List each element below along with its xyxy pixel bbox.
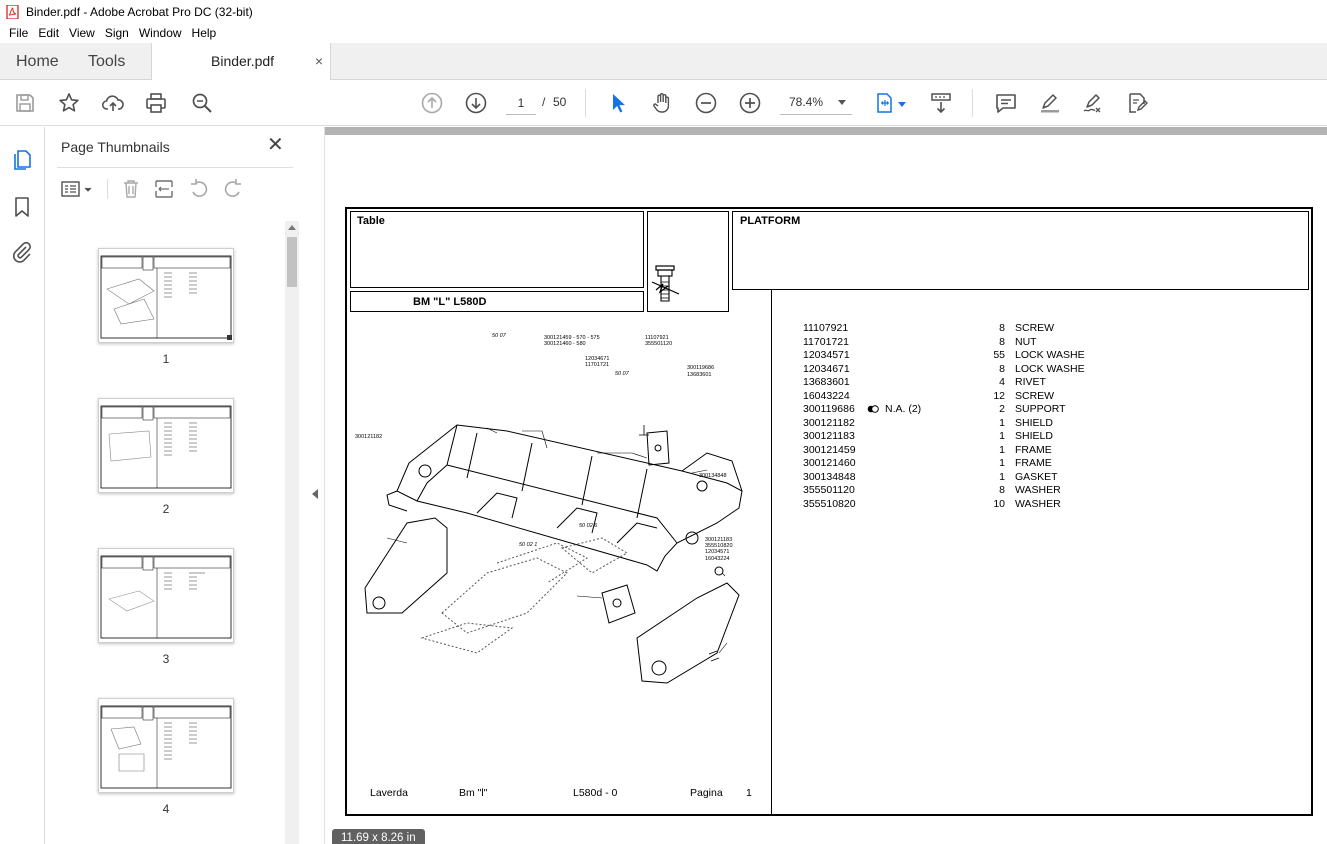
part-description: NUT	[1015, 335, 1037, 348]
save-icon[interactable]	[13, 91, 37, 115]
thumbnails-scrollbar[interactable]	[285, 221, 299, 844]
part-row	[803, 349, 1283, 363]
select-cursor-icon[interactable]	[606, 91, 630, 115]
menu-view[interactable]: View	[69, 26, 95, 40]
part-description: SUPPORT	[1015, 403, 1066, 415]
frame-divider	[771, 290, 772, 816]
comment-icon[interactable]	[994, 91, 1018, 115]
table-header-box	[350, 211, 644, 288]
panel-divider	[57, 167, 293, 168]
highlight-pen-icon[interactable]	[1038, 91, 1062, 115]
acrobat-icon	[6, 5, 20, 19]
rotate-left-icon[interactable]	[188, 178, 210, 200]
part-quantity: 1	[999, 416, 1005, 429]
part-code: 300134848	[803, 470, 856, 483]
diagram-label: 13683601	[687, 372, 712, 378]
draw-sign-icon[interactable]	[1081, 91, 1105, 115]
thumbnail-options-icon[interactable]	[61, 178, 93, 200]
delete-page-icon[interactable]	[120, 178, 142, 200]
toolbar-divider	[972, 89, 973, 117]
menu-bar	[0, 23, 1327, 43]
navigation-rail	[0, 127, 45, 844]
footer-page-label: Pagina	[690, 787, 723, 799]
page-thumbnail-1[interactable]	[98, 248, 234, 343]
bookmark-star-icon[interactable]	[57, 91, 81, 115]
page-thumbnail-4[interactable]	[98, 698, 234, 793]
panel-title: Page Thumbnails	[61, 139, 170, 155]
model-label: BM "L" L580D	[413, 296, 487, 308]
diagram-label: 12034671	[585, 356, 610, 362]
zoom-search-icon[interactable]	[190, 91, 214, 115]
zoom-dropdown[interactable]	[780, 91, 852, 115]
part-row	[803, 457, 1283, 471]
part-description: WASHER	[1015, 484, 1061, 496]
diagram-label: 300119686	[687, 365, 715, 371]
tab-document[interactable]	[151, 43, 331, 81]
part-code: 355510820	[803, 497, 856, 510]
menu-window[interactable]: Window	[138, 26, 182, 40]
fit-dropdown-caret-icon[interactable]	[898, 102, 906, 107]
part-row	[803, 417, 1283, 431]
insert-page-icon[interactable]	[153, 178, 175, 200]
scroll-up-icon[interactable]	[288, 225, 296, 230]
menu-help[interactable]: Help	[191, 26, 217, 40]
drawing-frame	[345, 207, 1313, 816]
diagram-label: 355501120	[645, 341, 673, 347]
diagram-ref: 50 07	[615, 371, 629, 377]
window-title: Binder.pdf - Adobe Acrobat Pro DC (32-bit)	[26, 4, 253, 19]
part-note-text: N.A. (2)	[885, 403, 922, 415]
thumbnail-page-number: 1	[162, 352, 170, 366]
main-toolbar	[0, 80, 1327, 126]
page-number-input[interactable]	[506, 91, 536, 115]
page-thumbnail-3[interactable]	[98, 548, 234, 643]
menu-file[interactable]: File	[9, 26, 29, 40]
part-row	[803, 390, 1283, 404]
diagram-label: 300134848	[699, 473, 727, 479]
part-code: 16043224	[803, 389, 850, 402]
footer-brand: Laverda	[370, 787, 408, 799]
previous-page-edge	[325, 127, 1327, 135]
part-code: 300121460	[803, 457, 856, 469]
part-description: SCREW	[1015, 322, 1055, 334]
part-row	[803, 444, 1283, 458]
part-row	[803, 430, 1283, 444]
zoom-out-icon[interactable]	[694, 91, 718, 115]
part-row	[803, 376, 1283, 390]
previous-page-icon[interactable]	[420, 91, 444, 115]
part-description: FRAME	[1015, 443, 1052, 456]
part-quantity: 1	[999, 430, 1005, 442]
part-quantity: 1	[999, 443, 1005, 456]
diagram-ref: 50 02 6	[579, 523, 598, 529]
part-description: RIVET	[1015, 376, 1046, 388]
fit-page-icon[interactable]	[873, 91, 897, 115]
title-bar	[0, 0, 1327, 23]
rotate-right-icon[interactable]	[222, 178, 244, 200]
part-quantity: 2	[999, 403, 1005, 415]
exploded-parts-diagram	[347, 313, 771, 713]
not-available-icon	[867, 405, 879, 413]
part-code: 11107921	[803, 322, 849, 334]
thumbnail-page-number: 2	[162, 502, 170, 516]
part-note	[867, 403, 921, 415]
tab-tools[interactable]: Tools	[88, 53, 126, 70]
tab-bar	[0, 43, 1327, 80]
total-pages: 50	[553, 95, 567, 109]
part-row	[803, 498, 1283, 512]
thumbnail-page-number: 4	[162, 802, 170, 816]
page-size-badge: 11.69 x 8.26 in	[332, 829, 425, 844]
part-description: SHIELD	[1015, 430, 1053, 442]
menu-sign[interactable]: Sign	[104, 26, 129, 40]
part-quantity: 55	[993, 349, 1005, 361]
scrollbar-thumb[interactable]	[287, 237, 297, 287]
logo-box	[647, 211, 729, 312]
footer-model: L580d - 0	[573, 787, 618, 799]
part-quantity: 1	[999, 470, 1005, 483]
page-separator: /	[542, 95, 546, 109]
zoom-in-icon[interactable]	[738, 91, 762, 115]
upload-cloud-icon[interactable]	[101, 91, 125, 115]
part-quantity: 8	[999, 484, 1005, 496]
part-row	[803, 363, 1283, 377]
print-icon[interactable]	[144, 91, 168, 115]
part-code: 12034671	[803, 362, 850, 375]
part-quantity: 10	[993, 497, 1005, 510]
close-tab-icon[interactable]: ×	[314, 53, 323, 69]
page-thumbnails-icon[interactable]	[10, 148, 34, 172]
part-description: SHIELD	[1015, 416, 1053, 429]
hand-tool-icon[interactable]	[650, 91, 674, 115]
diagram-label: 11701721	[585, 362, 610, 368]
table-header-label: Table	[357, 215, 385, 227]
zoom-value: 78.4%	[789, 95, 824, 109]
diagram-label: 16043224	[705, 556, 730, 562]
part-code: 300119686	[803, 403, 855, 415]
fill-sign-icon[interactable]	[1125, 91, 1149, 115]
part-code: 300121459	[803, 443, 856, 456]
part-code: 355501120	[803, 484, 855, 496]
diagram-ref: 50 07	[492, 333, 506, 339]
diagram-label: 300121182	[355, 434, 383, 440]
page-thumbnails-panel	[45, 127, 305, 844]
part-description: LOCK WASHE	[1015, 349, 1085, 361]
diagram-label: 300121183	[705, 537, 733, 543]
diagram-label: 300121460 - 580	[544, 341, 586, 347]
part-code: 300121182	[803, 416, 855, 429]
chevron-down-icon	[838, 100, 846, 105]
part-description: LOCK WASHE	[1015, 362, 1085, 375]
part-quantity: 1	[999, 457, 1005, 469]
part-quantity: 8	[999, 335, 1005, 348]
thumbnail-page-number: 3	[162, 652, 170, 666]
footer-page-number: 1	[746, 787, 752, 799]
scroll-mode-icon[interactable]	[929, 91, 953, 115]
attachments-icon[interactable]	[10, 240, 34, 264]
panel-tool-divider	[107, 179, 108, 199]
menu-edit[interactable]: Edit	[38, 26, 60, 40]
part-quantity: 8	[999, 362, 1005, 375]
part-code: 13683601	[803, 376, 850, 388]
part-description: WASHER	[1015, 497, 1061, 510]
part-row	[803, 484, 1283, 498]
toolbar-divider	[585, 89, 586, 117]
part-row	[803, 336, 1283, 350]
part-code: 300121183	[803, 430, 855, 442]
diagram-label: 355510820	[705, 543, 733, 549]
part-quantity: 8	[999, 322, 1005, 334]
tab-home[interactable]: Home	[16, 53, 59, 70]
part-description: SCREW	[1015, 389, 1055, 402]
document-view[interactable]	[325, 127, 1327, 844]
part-quantity: 12	[993, 389, 1005, 402]
section-title: PLATFORM	[740, 215, 801, 227]
collapse-arrow-icon	[312, 489, 318, 499]
diagram-label: 12034571	[705, 549, 730, 555]
diagram-ref: 50 02 1	[519, 542, 538, 548]
part-quantity: 4	[999, 376, 1005, 388]
close-panel-icon[interactable]: ✕	[267, 134, 284, 156]
part-row	[803, 322, 1283, 336]
part-description: FRAME	[1015, 457, 1052, 469]
part-logo-icon	[648, 252, 728, 312]
parts-list	[803, 322, 1283, 522]
footer-series: Bm "l"	[459, 787, 488, 799]
page-thumbnail-2[interactable]	[98, 398, 234, 493]
pdf-page	[325, 135, 1327, 844]
part-code: 12034571	[803, 349, 850, 361]
next-page-icon[interactable]	[464, 91, 488, 115]
title-box	[732, 211, 1309, 290]
part-code: 11701721	[803, 335, 849, 348]
bookmarks-icon[interactable]	[10, 195, 34, 219]
diagram-label: 300121459 - 570 - 575	[544, 335, 600, 341]
part-description: GASKET	[1015, 470, 1058, 483]
diagram-label: 11107921	[645, 335, 669, 341]
panel-collapse-handle[interactable]	[305, 127, 325, 844]
part-row	[803, 403, 1283, 417]
model-box	[350, 291, 644, 312]
document-tab-label: Binder.pdf	[211, 53, 275, 69]
part-row	[803, 471, 1283, 485]
